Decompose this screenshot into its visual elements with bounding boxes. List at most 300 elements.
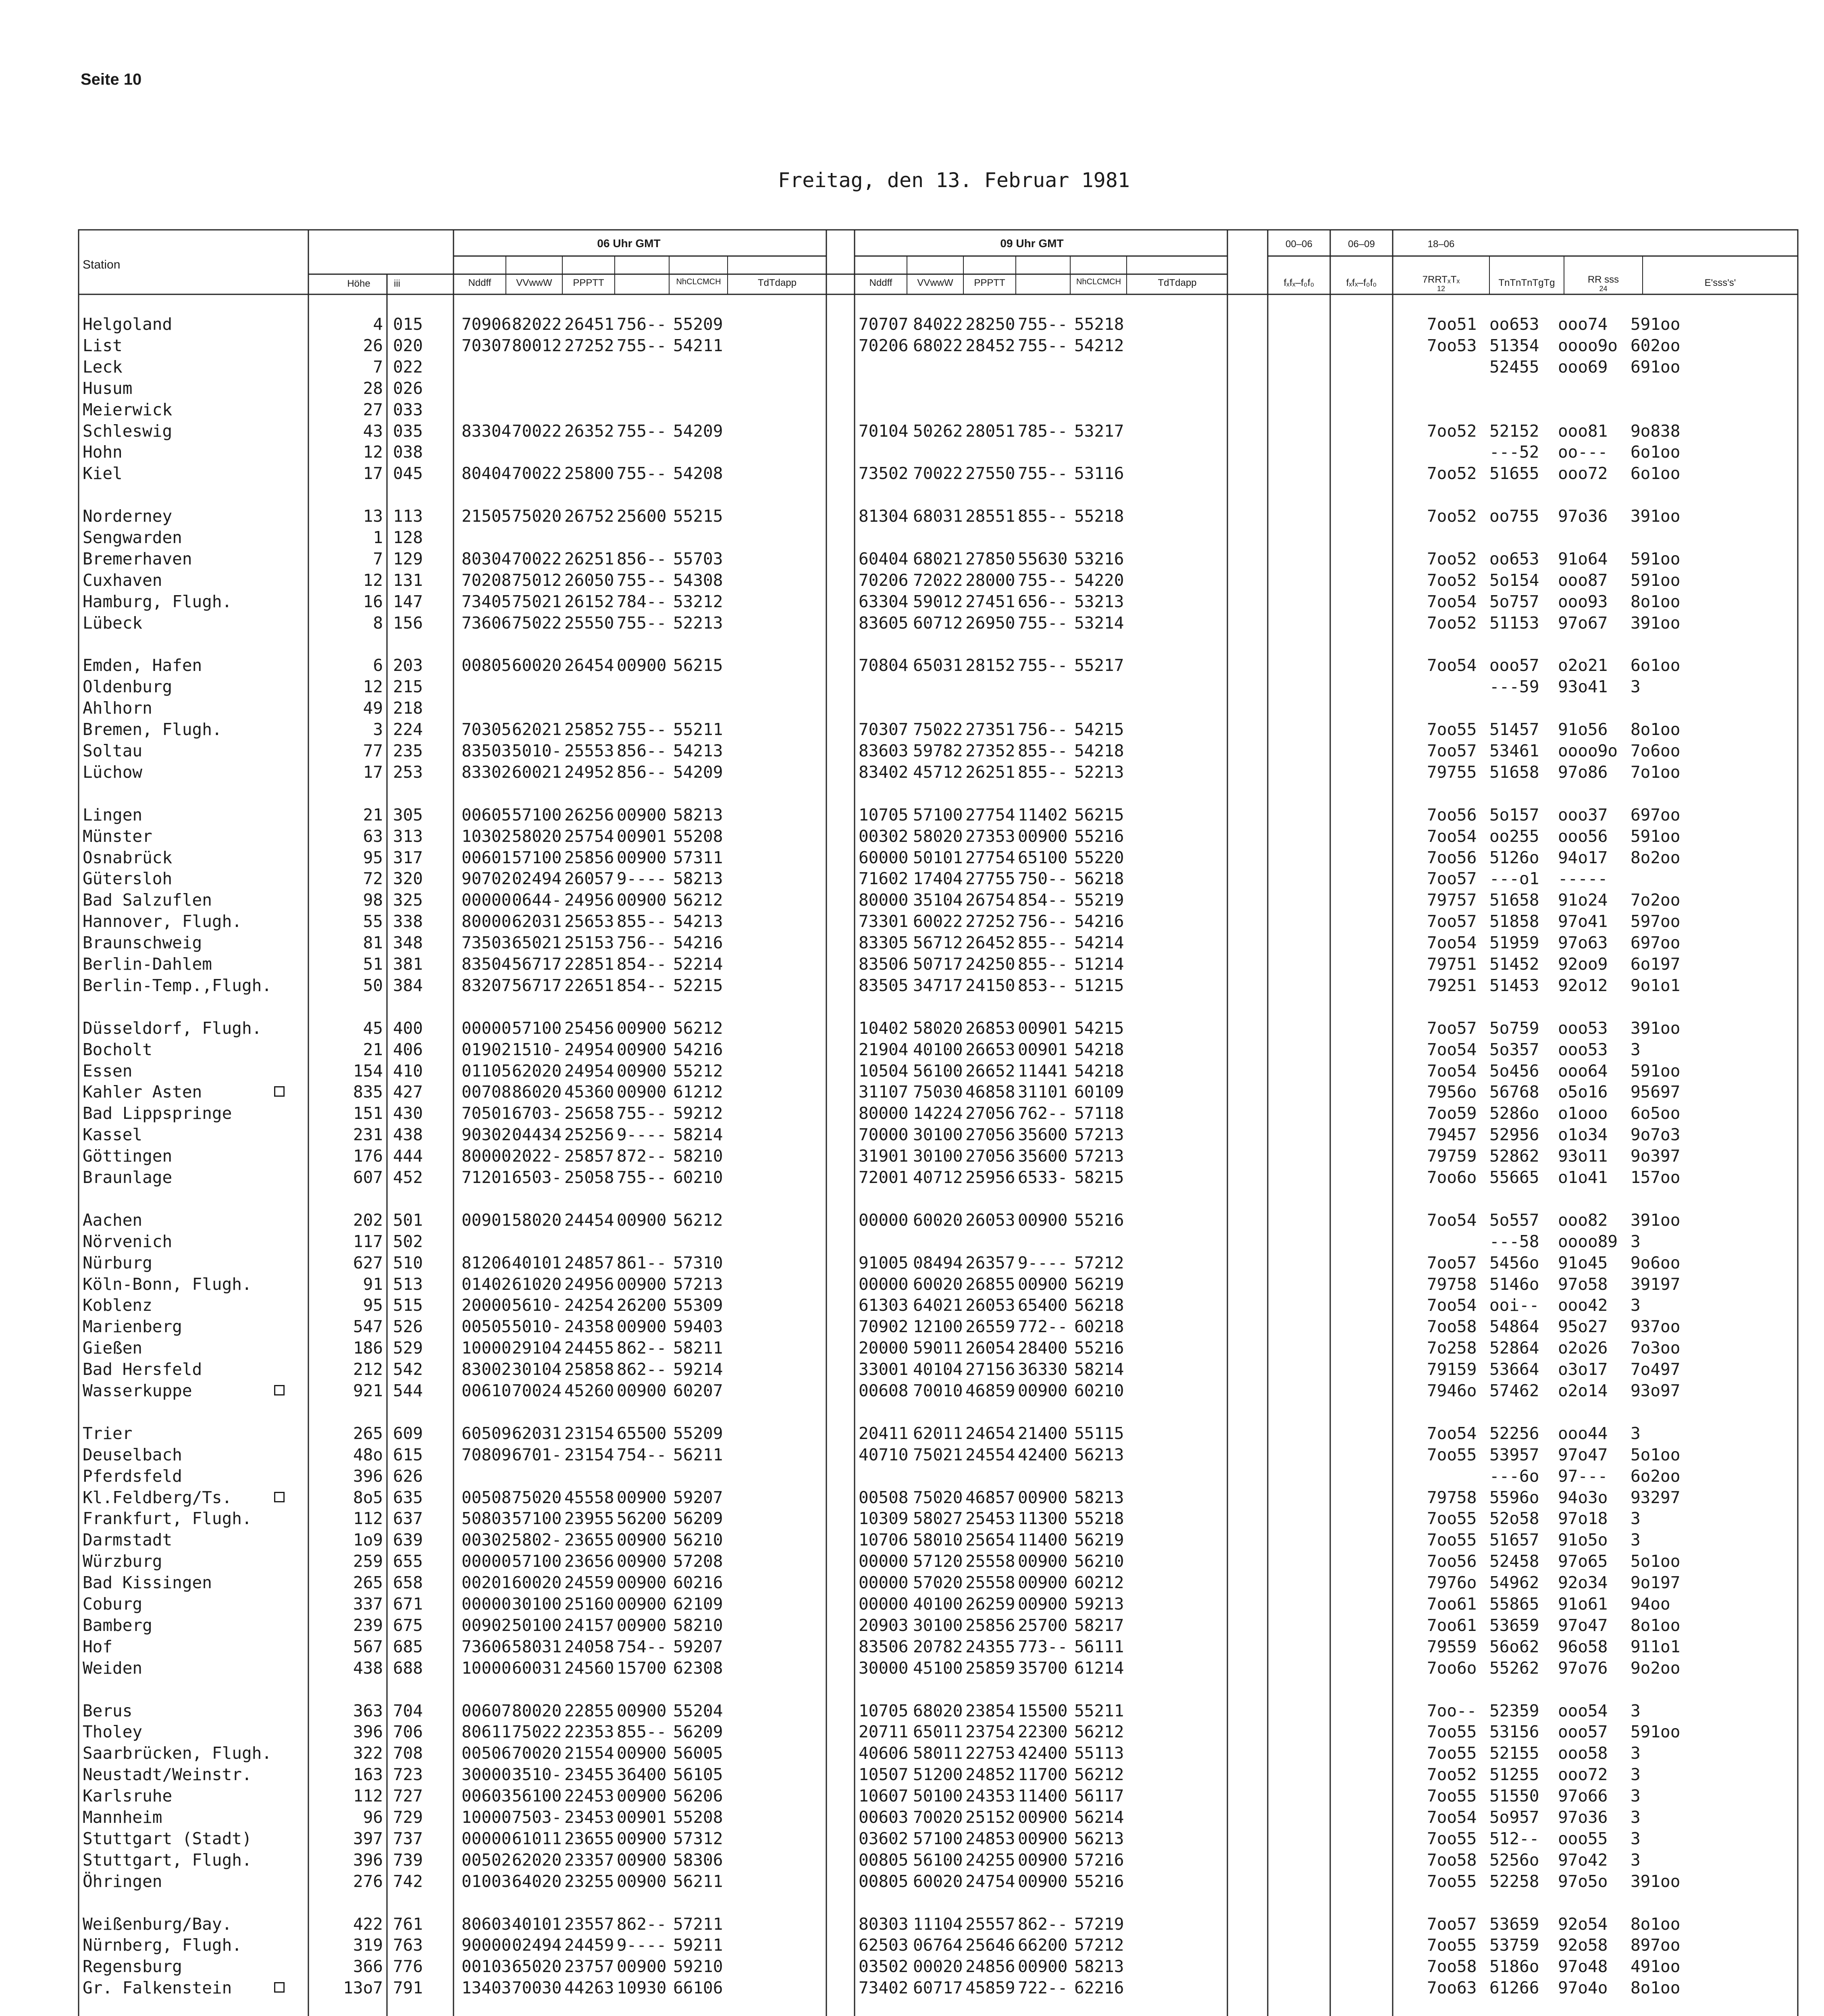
group-rrsss: ooo42 (1558, 1295, 1608, 1315)
obs09-clouds: 00900 (1018, 1871, 1068, 1891)
obs09-clouds: 00900 (1018, 1210, 1068, 1230)
obs09-nddff: 00000 (859, 1274, 909, 1294)
obs09-vvwww: 75021 (913, 1445, 963, 1464)
obs09-clouds: 755-- (1018, 464, 1068, 483)
obs09-ppptt: 27056 (965, 1104, 1015, 1123)
obs09-vvwww: 57020 (913, 1573, 963, 1593)
obs06-ppptt: 22851 (564, 954, 614, 974)
table-row (0, 612, 1824, 633)
station-name: Kassel (83, 1125, 143, 1145)
obs09-clouds: 55630 (1018, 549, 1068, 569)
obs09-ppptt: 45859 (965, 1978, 1015, 1998)
obs06-nddff: 30000 (462, 1765, 512, 1785)
station-height: 17 (363, 464, 383, 483)
obs09-vvwww: 72022 (913, 570, 963, 590)
table-row (0, 762, 1824, 783)
obs09-vvwww: 64021 (913, 1295, 963, 1315)
obs06-clouds: 856-- (617, 762, 667, 782)
group-rrsss: oooo9o (1558, 741, 1618, 760)
obs09-vvwww: 40100 (913, 1039, 963, 1059)
group-esss: 597oo (1631, 912, 1680, 931)
obs09-tdapp: 57212 (1074, 1935, 1124, 1955)
obs06-nddff: 01105 (462, 1061, 512, 1081)
group-rrsss: ooo57 (1558, 1722, 1608, 1742)
obs09-clouds: 35600 (1018, 1125, 1068, 1145)
table-row (0, 356, 1824, 377)
station-height: 63 (363, 826, 383, 846)
group-tntn: 51658 (1489, 762, 1539, 782)
obs06-clouds: 755-- (617, 464, 667, 483)
station-height: 627 (353, 1253, 383, 1272)
obs09-ppptt: 27754 (965, 805, 1015, 825)
obs09-ppptt: 27353 (965, 826, 1015, 846)
group-rrsss: 97o66 (1558, 1786, 1608, 1806)
obs09-vvwww: 20782 (913, 1637, 963, 1656)
table-row (0, 442, 1824, 462)
obs09-vvwww: 45100 (913, 1658, 963, 1678)
obs06-tdapp: 56005 (673, 1743, 723, 1763)
obs06-nddff: 70307 (462, 335, 512, 355)
obs06-nddff: 81206 (462, 1253, 512, 1272)
obs06-clouds: 755-- (617, 421, 667, 441)
group-rrsss: 94o17 (1558, 848, 1608, 867)
obs06-tdapp: 58213 (673, 869, 723, 889)
obs09-clouds: 755-- (1018, 656, 1068, 675)
obs06-clouds: 854-- (617, 954, 667, 974)
obs09-nddff: 10504 (859, 1061, 909, 1081)
group-tntn: 5146o (1489, 1274, 1539, 1294)
obs09-clouds: 15500 (1018, 1701, 1068, 1720)
table-row (0, 975, 1824, 996)
group-7rrtt: 7oo54 (1427, 1210, 1477, 1230)
obs-ii: 502 (393, 1231, 423, 1251)
obs06-clouds: 00900 (617, 1573, 667, 1593)
obs09-tdapp: 56218 (1074, 1295, 1124, 1315)
obs06-tdapp: 56105 (673, 1765, 723, 1785)
station-height: 16 (363, 591, 383, 611)
station-height: 21 (363, 805, 383, 825)
obs06-clouds: 754-- (617, 1445, 667, 1464)
obs09-nddff: 83603 (859, 741, 909, 760)
obs06-ppptt: 25653 (564, 912, 614, 931)
obs06-ppptt: 22353 (564, 1722, 614, 1742)
obs06-clouds: 00900 (617, 1061, 667, 1081)
group-rrsss: 91o5o (1558, 1530, 1608, 1550)
obs06-clouds: 856-- (617, 741, 667, 760)
obs09-ppptt: 25453 (965, 1509, 1015, 1529)
obs-ii: 313 (393, 826, 423, 846)
obs06-ppptt: 45260 (564, 1381, 614, 1400)
group-7rrtt: 79159 (1427, 1360, 1477, 1379)
obs-ii: 671 (393, 1594, 423, 1614)
obs06-clouds: 855-- (617, 912, 667, 931)
obs06-clouds: 65500 (617, 1423, 667, 1443)
group-esss: 94oo (1631, 1594, 1670, 1614)
group-tntn: 51452 (1489, 954, 1539, 974)
table-row (0, 1210, 1824, 1231)
obs09-nddff: 73502 (859, 464, 909, 483)
group-7rrtt: 7oo55 (1427, 1722, 1477, 1742)
group-rrsss: 91o45 (1558, 1253, 1608, 1272)
obs09-clouds: 785-- (1018, 421, 1068, 441)
group-7rrtt: 7oo52 (1427, 613, 1477, 633)
obs09-ppptt: 26259 (965, 1594, 1015, 1614)
obs09-nddff: 83605 (859, 613, 909, 633)
group-esss: 9o838 (1631, 421, 1680, 441)
table-row (0, 1914, 1824, 1935)
station-height: 12 (363, 677, 383, 697)
group-esss: 9o6oo (1631, 1253, 1680, 1272)
obs06-nddff: 13403 (462, 1978, 512, 1998)
obs06-nddff: 80000 (462, 912, 512, 931)
group-esss: 3 (1631, 1786, 1641, 1806)
obs09-vvwww: 75020 (913, 1487, 963, 1507)
obs09-ppptt: 26053 (965, 1210, 1015, 1230)
group-esss: 591oo (1631, 826, 1680, 846)
obs06-vvwww: 6503- (512, 1168, 562, 1187)
obs09-vvwww: 60717 (913, 1978, 963, 1998)
group-7rrtt: 7oo54 (1427, 1039, 1477, 1059)
obs09-vvwww: 68020 (913, 1701, 963, 1720)
obs06-nddff: 10000 (462, 1808, 512, 1827)
obs06-vvwww: 29104 (512, 1338, 562, 1358)
station-height: 77 (363, 741, 383, 760)
obs06-clouds: 00900 (617, 805, 667, 825)
obs-ii: 147 (393, 591, 423, 611)
obs09-tdapp: 56219 (1074, 1530, 1124, 1550)
group-rrsss: ooo87 (1558, 570, 1608, 590)
group-tntn: 52455 (1489, 357, 1539, 377)
obs09-tdapp: 56215 (1074, 805, 1124, 825)
group-esss: 3 (1631, 1765, 1641, 1785)
obs09-tdapp: 54218 (1074, 1061, 1124, 1081)
table-row (0, 1274, 1824, 1295)
station-height: 51 (363, 954, 383, 974)
obs06-vvwww: 6703- (512, 1104, 562, 1123)
table-row (0, 1295, 1824, 1316)
obs09-nddff: 70206 (859, 570, 909, 590)
obs06-ppptt: 23656 (564, 1552, 614, 1571)
group-esss: 95697 (1631, 1082, 1680, 1102)
obs06-vvwww: 60031 (512, 1658, 562, 1678)
station-height: 422 (353, 1914, 383, 1934)
obs-ii: 776 (393, 1957, 423, 1976)
table-row (0, 868, 1824, 889)
obs06-clouds: 754-- (617, 1637, 667, 1656)
obs06-ppptt: 25800 (564, 464, 614, 483)
table-row (0, 1466, 1824, 1487)
station-height: 17 (363, 762, 383, 782)
obs06-ppptt: 27252 (564, 335, 614, 355)
table-row (0, 1231, 1824, 1252)
obs09-vvwww: 00020 (913, 1957, 963, 1976)
group-esss: 3 (1631, 1039, 1641, 1059)
obs06-ppptt: 24952 (564, 762, 614, 782)
table-row (0, 1487, 1824, 1508)
group-rrsss: 97o4o (1558, 1978, 1608, 1998)
obs09-vvwww: 30100 (913, 1125, 963, 1145)
station-name: Nürburg (83, 1253, 152, 1272)
table-row (0, 889, 1824, 910)
header-ii: iii (394, 278, 400, 289)
group-esss: 7o1oo (1631, 762, 1680, 782)
obs06-vvwww: 56717 (512, 975, 562, 995)
obs-ii: 317 (393, 848, 423, 867)
obs06-nddff: 00610 (462, 1381, 512, 1400)
obs06-clouds: 755-- (617, 570, 667, 590)
obs06-tdapp: 59207 (673, 1637, 723, 1656)
obs09-nddff: 80303 (859, 1914, 909, 1934)
table-row (0, 1551, 1824, 1572)
obs09-tdapp: 54218 (1074, 741, 1124, 760)
obs06-tdapp: 54216 (673, 1039, 723, 1059)
obs09-nddff: 70707 (859, 314, 909, 334)
group-esss: 3 (1631, 1295, 1641, 1315)
obs-ii: 203 (393, 656, 423, 675)
obs06-tdapp: 61212 (673, 1082, 723, 1102)
station-height: 438 (353, 1658, 383, 1678)
table-row (0, 847, 1824, 868)
obs06-nddff: 60509 (462, 1423, 512, 1443)
table-row (0, 932, 1824, 953)
obs09-clouds: 11441 (1018, 1061, 1068, 1081)
station-name: Kl.Feldberg/Ts. (83, 1487, 232, 1507)
obs09-vvwww: 51200 (913, 1765, 963, 1785)
obs09-ppptt: 25856 (965, 1615, 1015, 1635)
group-tntn: 55262 (1489, 1658, 1539, 1678)
obs06-ppptt: 24954 (564, 1061, 614, 1081)
obs06-ppptt: 22453 (564, 1786, 614, 1806)
group-tntn: 5o557 (1489, 1210, 1539, 1230)
station-name: Darmstadt (83, 1530, 173, 1550)
obs06-clouds: 854-- (617, 975, 667, 995)
obs09-clouds: 756-- (1018, 912, 1068, 931)
obs06-ppptt: 26454 (564, 656, 614, 675)
group-esss: 93297 (1631, 1487, 1680, 1507)
obs06-clouds: 15700 (617, 1658, 667, 1678)
obs06-ppptt: 25456 (564, 1018, 614, 1038)
station-height: 154 (353, 1061, 383, 1081)
obs09-tdapp: 55218 (1074, 1509, 1124, 1529)
group-7rrtt: 7oo55 (1427, 1829, 1477, 1848)
group-esss: 9o2oo (1631, 1658, 1680, 1678)
group-rrsss: 95o27 (1558, 1317, 1608, 1337)
group-rrsss: 94o3o (1558, 1487, 1608, 1507)
obs-ii: 348 (393, 933, 423, 953)
obs-ii: 706 (393, 1722, 423, 1742)
obs06-vvwww: 62020 (512, 1850, 562, 1870)
obs09-tdapp: 55216 (1074, 1210, 1124, 1230)
obs09-ppptt: 22753 (965, 1743, 1015, 1763)
group-rrsss: 91o56 (1558, 720, 1608, 739)
obs06-ppptt: 26057 (564, 869, 614, 889)
obs09-tdapp: 55115 (1074, 1423, 1124, 1443)
group-rrsss: 97o47 (1558, 1615, 1608, 1635)
obs06-clouds: 755-- (617, 1168, 667, 1187)
obs06-clouds: 00900 (617, 848, 667, 867)
group-tntn: 53957 (1489, 1445, 1539, 1464)
obs06-tdapp: 58210 (673, 1615, 723, 1635)
station-name: Marienberg (83, 1317, 182, 1337)
obs09-vvwww: 40104 (913, 1360, 963, 1379)
station-height: 112 (353, 1786, 383, 1806)
obs09-vvwww: 50101 (913, 848, 963, 867)
obs09-tdapp: 58217 (1074, 1615, 1124, 1635)
obs09-tdapp: 53214 (1074, 613, 1124, 633)
obs09-nddff: 83506 (859, 954, 909, 974)
station-name: Bad Kissingen (83, 1573, 212, 1593)
table-row (0, 1849, 1824, 1870)
table-row (0, 1700, 1824, 1721)
group-7rrtt: 7oo55 (1427, 1935, 1477, 1955)
obs06-tdapp: 54209 (673, 421, 723, 441)
station-height: 337 (353, 1594, 383, 1614)
group-tntn: 5o957 (1489, 1808, 1539, 1827)
square-icon (274, 1492, 285, 1502)
square-icon (274, 1086, 285, 1097)
group-7rrtt: 7oo57 (1427, 1018, 1477, 1038)
obs06-nddff: 10000 (462, 1658, 512, 1678)
group-esss: 6o5oo (1631, 1104, 1680, 1123)
station-height: 4 (373, 314, 383, 334)
obs06-ppptt: 26152 (564, 591, 614, 611)
obs09-tdapp: 62216 (1074, 1978, 1124, 1998)
obs09-ppptt: 27156 (965, 1360, 1015, 1379)
obs06-clouds: 00900 (617, 1039, 667, 1059)
obs09-nddff: 80000 (859, 1104, 909, 1123)
obs09-vvwww: 68021 (913, 549, 963, 569)
obs06-ppptt: 25856 (564, 848, 614, 867)
group-7rrtt: 7oo54 (1427, 1295, 1477, 1315)
obs09-tdapp: 56212 (1074, 1722, 1124, 1742)
obs06-vvwww: 70022 (512, 421, 562, 441)
obs06-tdapp: 55309 (673, 1295, 723, 1315)
table-row (0, 1807, 1824, 1828)
obs06-ppptt: 24454 (564, 1210, 614, 1230)
station-name: Mannheim (83, 1808, 162, 1827)
obs09-clouds: 755-- (1018, 570, 1068, 590)
station-name: Nürnberg, Flugh. (83, 1935, 242, 1955)
obs06-nddff: 73405 (462, 591, 512, 611)
obs09-ppptt: 24255 (965, 1850, 1015, 1870)
group-rrsss: 97o36 (1558, 1808, 1608, 1827)
station-name: Regensburg (83, 1957, 182, 1976)
obs-ii: 526 (393, 1317, 423, 1337)
obs-ii: 218 (393, 698, 423, 718)
obs09-nddff: 31107 (859, 1082, 909, 1102)
group-esss: 8o1oo (1631, 1615, 1680, 1635)
obs09-vvwww: 59782 (913, 741, 963, 760)
obs-ii: 501 (393, 1210, 423, 1230)
group-rrsss: 97o5o (1558, 1871, 1608, 1891)
header-vvwww-06: VVwwW (516, 277, 552, 288)
obs09-vvwww: 17404 (913, 869, 963, 889)
square-icon (274, 1385, 285, 1395)
station-name: Koblenz (83, 1295, 152, 1315)
obs09-ppptt: 26653 (965, 1039, 1015, 1059)
group-esss: 7o3oo (1631, 1338, 1680, 1358)
group-rrsss: 97o76 (1558, 1658, 1608, 1678)
obs06-vvwww: 5010- (512, 741, 562, 760)
obs09-tdapp: 56214 (1074, 1808, 1124, 1827)
obs09-nddff: 00000 (859, 1573, 909, 1593)
group-tntn: 51453 (1489, 975, 1539, 995)
obs-ii: 688 (393, 1658, 423, 1678)
obs-ii: 655 (393, 1552, 423, 1571)
obs06-vvwww: 60020 (512, 656, 562, 675)
header-7rrtt-sub: 12 (1437, 285, 1445, 293)
obs09-vvwww: 30100 (913, 1615, 963, 1635)
obs06-vvwww: 60021 (512, 762, 562, 782)
obs09-ppptt: 28051 (965, 421, 1015, 441)
group-esss: 591oo (1631, 570, 1680, 590)
obs09-nddff: 70307 (859, 720, 909, 739)
obs09-clouds: 854-- (1018, 890, 1068, 910)
station-name: Weiden (83, 1658, 143, 1678)
station-height: 91 (363, 1274, 383, 1294)
obs06-tdapp: 55703 (673, 549, 723, 569)
obs06-ppptt: 23255 (564, 1871, 614, 1891)
group-rrsss: 91o64 (1558, 549, 1608, 569)
obs09-ppptt: 26054 (965, 1338, 1015, 1358)
station-name: Essen (83, 1061, 133, 1081)
station-height: 151 (353, 1104, 383, 1123)
obs06-clouds: 00900 (617, 1829, 667, 1848)
obs09-ppptt: 25152 (965, 1808, 1015, 1827)
obs06-vvwww: 75022 (512, 1722, 562, 1742)
obs06-tdapp: 52215 (673, 975, 723, 995)
obs09-tdapp: 52213 (1074, 762, 1124, 782)
group-rrsss: 92oo9 (1558, 954, 1608, 974)
station-height: 231 (353, 1125, 383, 1145)
obs-ii: 708 (393, 1743, 423, 1763)
obs09-clouds: 65400 (1018, 1295, 1068, 1315)
obs06-tdapp: 53212 (673, 591, 723, 611)
group-7rrtt: 7oo6o (1427, 1168, 1477, 1187)
table-row (0, 954, 1824, 975)
station-name: Köln-Bonn, Flugh. (83, 1274, 252, 1294)
obs09-tdapp: 58213 (1074, 1957, 1124, 1976)
obs-ii: 544 (393, 1381, 423, 1400)
obs06-ppptt: 25658 (564, 1104, 614, 1123)
group-rrsss: 93o11 (1558, 1146, 1608, 1166)
obs09-nddff: 10706 (859, 1530, 909, 1550)
obs06-nddff: 71201 (462, 1168, 512, 1187)
obs09-vvwww: 58010 (913, 1530, 963, 1550)
station-height: 43 (363, 421, 383, 441)
obs-ii: 639 (393, 1530, 423, 1550)
group-esss: 8o2oo (1631, 848, 1680, 867)
obs09-clouds: 755-- (1018, 314, 1068, 334)
station-height: 265 (353, 1423, 383, 1443)
obs06-tdapp: 59211 (673, 1935, 723, 1955)
obs06-tdapp: 59207 (673, 1487, 723, 1507)
obs09-clouds: 762-- (1018, 1104, 1068, 1123)
obs06-clouds: 00900 (617, 1850, 667, 1870)
table-row (0, 591, 1824, 612)
obs09-nddff: 31901 (859, 1146, 909, 1166)
obs06-clouds: 862-- (617, 1360, 667, 1379)
group-7rrtt: 7oo55 (1427, 1509, 1477, 1529)
obs09-clouds: 855-- (1018, 506, 1068, 526)
group-7rrtt: 79759 (1427, 1146, 1477, 1166)
group-tntn: 52458 (1489, 1552, 1539, 1571)
table-row (0, 527, 1824, 548)
station-name: Deuselbach (83, 1445, 182, 1464)
obs06-tdapp: 56215 (673, 656, 723, 675)
obs06-vvwww: 3510- (512, 1765, 562, 1785)
table-row (0, 1956, 1824, 1977)
